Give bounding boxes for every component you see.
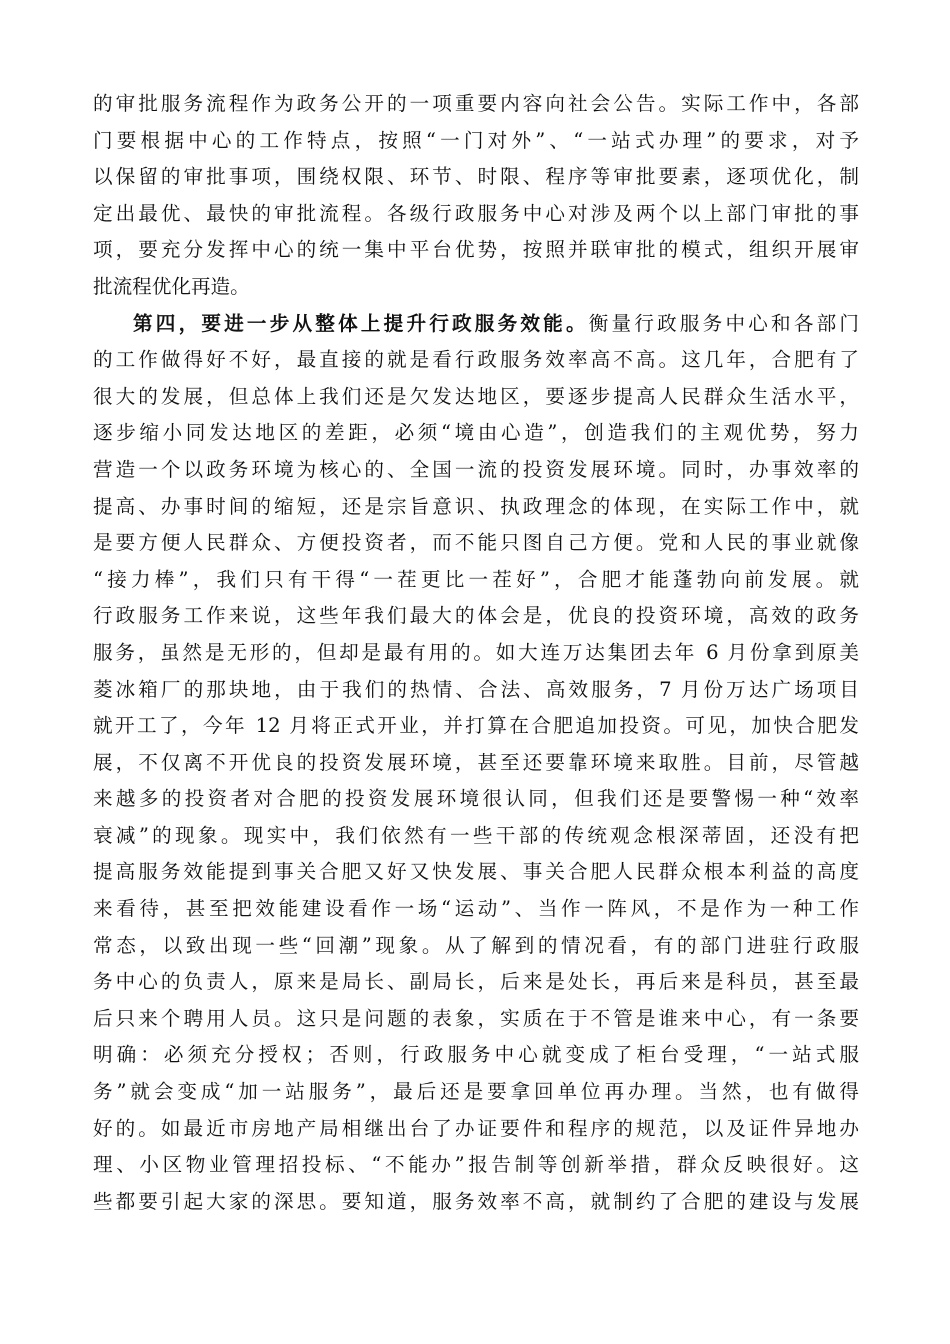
text-line: 是要方便人民群众、方便投资者，而不能只图自己方便。党和人民的事业就像 <box>93 531 859 555</box>
text-line: 营造一个以政务环境为核心的、全国一流的投资发展环境。同时，办事效率的 <box>93 457 859 481</box>
text-line: 批流程优化再造。 <box>93 274 250 298</box>
text-line: 以保留的审批事项，围绕权限、环节、时限、程序等审批要素，逐项优化，制 <box>93 165 859 189</box>
heading-continuation: 衡量行政服务中心和各部门 <box>588 311 859 335</box>
text-line: 项，要充分发挥中心的统一集中平台优势，按照并联审批的模式，组织开展审 <box>93 238 859 262</box>
text-line: 来越多的投资者对合肥的投资发展环境很认同，但我们还是要警惕一种“效率 <box>93 787 859 811</box>
text-line: 务”就会变成“加一站服务”，最后还是要拿回单位再办理。当然，也有做得 <box>93 1080 859 1104</box>
text-line: “接力棒”，我们只有干得“一茬更比一茬好”，合肥才能蓬勃向前发展。就 <box>93 567 859 591</box>
text-line: 逐步缩小同发达地区的差距，必须“境由心造”，创造我们的主观优势，努力 <box>93 421 859 445</box>
text-line: 来看待，甚至把效能建设看作一场“运动”、当作一阵风，不是作为一种工作 <box>93 897 859 921</box>
text-line: 好的。如最近市房地产局相继出台了办证要件和程序的规范，以及证件异地办 <box>93 1116 859 1140</box>
text-line: 展，不仅离不开优良的投资发展环境，甚至还要靠环境来取胜。目前，尽管越 <box>93 750 859 774</box>
text-line: 提高服务效能提到事关合肥又好又快发展、事关合肥人民群众根本利益的高度 <box>93 860 859 884</box>
document-page <box>93 86 859 1220</box>
paragraph-service-efficiency <box>93 306 859 1221</box>
text-line: 些都要引起大家的深思。要知道，服务效率不高，就制约了合肥的建设与发展 <box>93 1189 859 1213</box>
text-line: 门要根据中心的工作特点，按照“一门对外”、“一站式办理”的要求，对予 <box>93 128 859 152</box>
text-line: 服务，虽然是无形的，但却是最有用的。如大连万达集团去年 6 月份拿到原美 <box>93 640 859 664</box>
text-line <box>93 306 859 343</box>
text-line: 定出最优、最快的审批流程。各级行政服务中心对涉及两个以上部门审批的事 <box>93 201 859 225</box>
text-line: 的工作做得好不好，最直接的就是看行政服务效率高不高。这几年，合肥有了 <box>93 348 859 372</box>
paragraph-approval-process <box>93 86 859 306</box>
text-line: 理、小区物业管理招投标、“不能办”报告制等创新举措，群众反映很好。这 <box>93 1153 859 1177</box>
text-line: 菱冰箱厂的那块地，由于我们的热情、合法、高效服务，7 月份万达广场项目 <box>93 677 859 701</box>
text-line: 很大的发展，但总体上我们还是欠发达地区，要逐步提高人民群众生活水平， <box>93 384 859 408</box>
text-line: 就开工了，今年 12 月将正式开业，并打算在合肥追加投资。可见，加快合肥发 <box>93 714 859 738</box>
text-line: 的审批服务流程作为政务公开的一项重要内容向社会公告。实际工作中，各部 <box>93 92 859 115</box>
text-line: 衰减”的现象。现实中，我们依然有一些干部的传统观念根深蒂固，还没有把 <box>93 823 859 847</box>
text-line: 提高、办事时间的缩短，还是宗旨意识、执政理念的体现，在实际工作中，就 <box>93 494 859 518</box>
text-line: 常态，以致出现一些“回潮”现象。从了解到的情况看，有的部门进驻行政服 <box>93 933 859 957</box>
text-line: 行政服务工作来说，这些年我们最大的体会是，优良的投资环境，高效的政务 <box>93 604 859 628</box>
text-line: 后只来个聘用人员。这只是问题的表象，实质在于不管是谁来中心，有一条要 <box>93 1006 859 1030</box>
text-line: 明确：必须充分授权；否则，行政服务中心就变成了柜台受理，“一站式服 <box>93 1043 859 1067</box>
section-heading: 第四，要进一步从整体上提升行政服务效能。 <box>133 311 589 335</box>
text-line: 务中心的负责人，原来是局长、副局长，后来是处长，再后来是科员，甚至最 <box>93 970 859 994</box>
